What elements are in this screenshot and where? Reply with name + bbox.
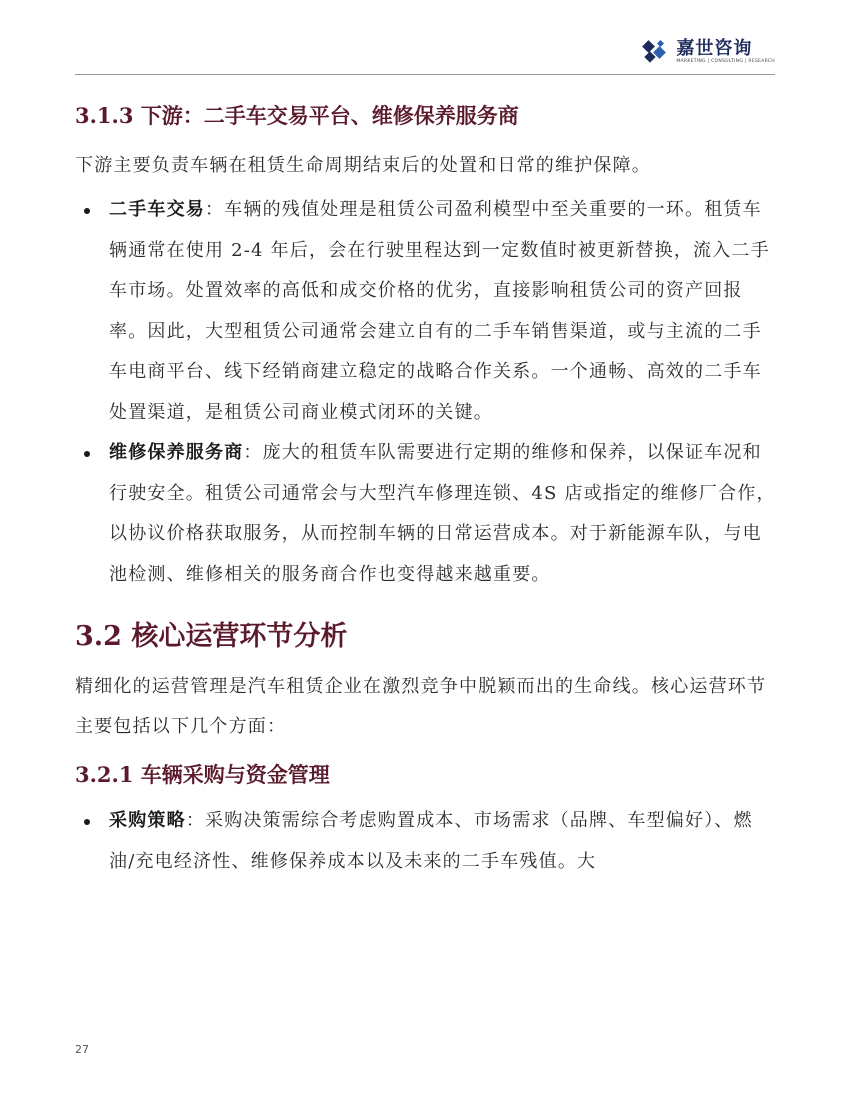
list-item (75, 801, 777, 882)
section-3-2-1-title: 3.2.1 车辆采购与资金管理 (75, 762, 330, 787)
page-header (75, 30, 775, 75)
section-3-2-title: 3.2 核心运营环节分析 (75, 621, 348, 652)
company-logo (642, 34, 775, 70)
logo-mark-icon (642, 38, 670, 66)
section-3-1-3-title: 3.1.3 下游：二手车交易平台、维修保养服务商 (75, 103, 519, 128)
list-item (75, 433, 777, 595)
bullet-dot-icon (84, 451, 90, 457)
bullet-dot-icon (84, 819, 90, 825)
bullet-term: 维修保养服务商 (109, 442, 244, 463)
bullet-dot-icon (84, 208, 90, 214)
bullet-text: ：车辆的残值处理是租赁公司盈利模型中至关重要的一环。租赁车辆通常在使用 2-4 年后，会在行驶里程达到一定数值时被更新替换，流入二手车市场。处置效率的高低和成交价格的优劣，直接影响租赁公司的资产回报率。因此，大型租赁公司通常会建立自有的二手车销售渠道，或与主流的二手车电商平台、线下经销商建立稳定的战略合作关系。一个通畅、高效的二手车处置渠道，是租赁公司商业模式闭环的关键。 (109, 199, 770, 423)
bullet-text: ：采购决策需综合考虑购置成本、市场需求（品牌、车型偏好）、燃油/充电经济性、维修保养成本以及未来的二手车残值。大 (109, 810, 753, 872)
logo-name: 嘉世咨询 (676, 38, 753, 59)
list-item (75, 190, 777, 433)
bullet-text: ：庞大的租赁车队需要进行定期的维修和保养，以保证车况和行驶安全。租赁公司通常会与大型汽车修理连锁、4S 店或指定的维修厂合作，以协议价格获取服务，从而控制车辆的日常运营成本。对于新能源车队，与电池检测、维修相关的服务商合作也变得越来越重要。 (109, 442, 776, 585)
section-3-2-1-list (75, 801, 777, 882)
page-number: 27 (75, 1043, 89, 1056)
section-3-2-intro: 精细化的运营管理是汽车租赁企业在激烈竞争中脱颖而出的生命线。核心运营环节主要包括以下几个方面： (75, 676, 767, 737)
bullet-term: 采购策略 (109, 810, 186, 831)
section-3-1-3-intro: 下游主要负责车辆在租赁生命周期结束后的处置和日常的维护保障。 (75, 155, 651, 176)
logo-tagline: MARKETING | CONSULTING | RESEARCH (676, 59, 775, 64)
page-content (75, 96, 777, 882)
section-3-1-3-list (75, 190, 777, 595)
bullet-term: 二手车交易 (109, 199, 205, 220)
